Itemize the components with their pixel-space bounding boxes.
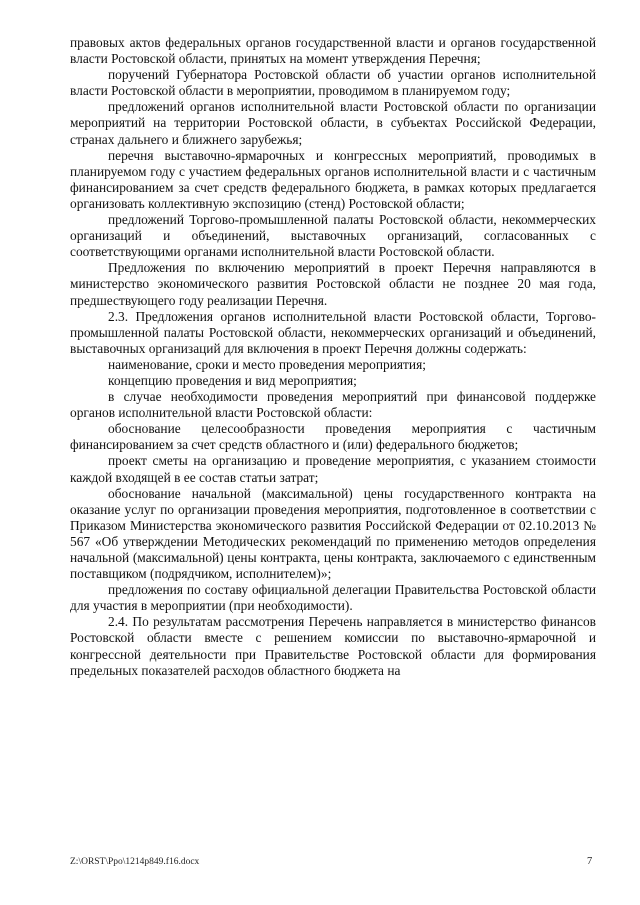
- paragraph: Предложения по включению мероприятий в проект Перечня направляются в министерство экономического развития Ростовской области не позднее 20 мая года, предшествующего году реализации Перечня.: [70, 260, 596, 308]
- paragraph: обоснование целесообразности проведения мероприятия с частичным финансированием за счет средств областного и (или) федерального бюджетов;: [70, 421, 596, 453]
- paragraph: правовых актов федеральных органов государственной власти и органов государственной власти Ростовской области, принятых на момент утверждения Перечня;: [70, 35, 596, 67]
- document-body: [70, 35, 596, 679]
- paragraph: предложений Торгово-промышленной палаты Ростовской области, некоммерческих организаций и объединений, выставочных организаций, согласованных с соответствующими органами исполнительной власти Ростовской области.: [70, 212, 596, 260]
- paragraph: в случае необходимости проведения мероприятий при финансовой поддержке органов исполнительной власти Ростовской области:: [70, 389, 596, 421]
- paragraph: предложений органов исполнительной власти Ростовской области по организации мероприятий на территории Ростовской области, в субъектах Российской Федерации, странах дальнего и ближнего зарубежья;: [70, 99, 596, 147]
- paragraph: обоснование начальной (максимальной) цены государственного контракта на оказание услуг по организации проведения мероприятия, подготовленное в соответствии с Приказом Министерства экономического развития Российской Федерации от 02.10.2013 № 567 «Об утверждении Методических рекомендаций по применению методов определения начальной (максимальной) цены контракта, цены контракта, заключаемого с единственным поставщиком (подрядчиком, исполнителем)»;: [70, 485, 596, 582]
- paragraph: проект сметы на организацию и проведение мероприятия, с указанием стоимости каждой входящей в ее состав статьи затрат;: [70, 453, 596, 485]
- paragraph: концепцию проведения и вид мероприятия;: [108, 372, 357, 388]
- paragraph: 2.4. По результатам рассмотрения Перечень направляется в министерство финансов Ростовской области вместе с решением комиссии по выставочно-ярмарочной и конгрессной деятельности при Правительстве Ростовской области для формирования предельных показателей расходов областного бюджета на: [70, 614, 596, 678]
- paragraph: наименование, сроки и место проведения мероприятия;: [108, 356, 426, 372]
- page-number: 7: [587, 856, 593, 867]
- paragraph: 2.3. Предложения органов исполнительной власти Ростовской области, Торгово-промышленной палаты Ростовской области, некоммерческих организаций и объединений, выставочных организаций для включения в проект Перечня должны содержать:: [70, 308, 596, 356]
- paragraph: перечня выставочно-ярмарочных и конгрессных мероприятий, проводимых в планируемом году с участием федеральных органов исполнительной власти и с частичным финансированием за счет средств федерального бюджета, в рамках которых предлагается организовать коллективную экспозицию (стенд) Ростовской области;: [70, 147, 596, 211]
- paragraph: поручений Губернатора Ростовской области об участии органов исполнительной власти Ростовской области в мероприятии, проводимом в планируемом году;: [70, 67, 596, 99]
- paragraph: предложения по составу официальной делегации Правительства Ростовской области для участия в мероприятии (при необходимости).: [70, 582, 596, 614]
- footer-file-path: Z:\ORST\Ppo\1214p849.f16.docx: [70, 857, 200, 867]
